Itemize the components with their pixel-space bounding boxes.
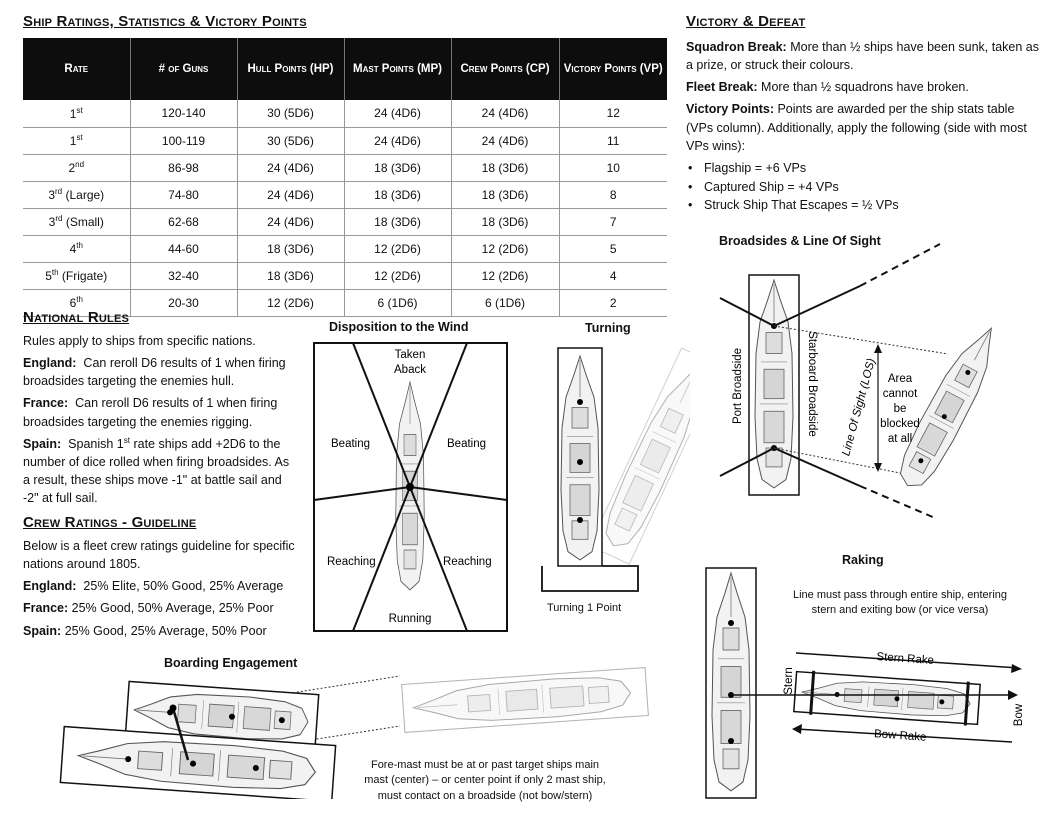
cell-rate: 4th — [23, 235, 130, 262]
bow-label: Bow — [1013, 703, 1025, 727]
wind-reaching-left: Reaching — [327, 556, 376, 568]
boarding-title: Boarding Engagement — [164, 656, 298, 670]
cell-hp: 30 (5D6) — [237, 127, 344, 154]
cell-guns: 74-80 — [130, 181, 237, 208]
cell-hp: 24 (4D6) — [237, 154, 344, 181]
turning-title: Turning — [585, 321, 631, 335]
cell-hp: 18 (3D6) — [237, 262, 344, 289]
cell-vp: 5 — [559, 235, 667, 262]
wind-taken-1: Taken — [394, 349, 426, 361]
cell-vp: 7 — [559, 208, 667, 235]
cell-guns: 86-98 — [130, 154, 237, 181]
turning-caption: Turning 1 Point — [547, 602, 622, 614]
col-cp: Crew Points (CP) — [451, 38, 559, 100]
wind-beating-right: Beating — [447, 438, 487, 450]
table-row — [23, 181, 667, 208]
raking-caption: Line must pass through entire ship, entering stern and exiting bow (or vice versa) — [792, 589, 1008, 617]
cell-hp: 18 (3D6) — [237, 235, 344, 262]
cell-hp: 24 (4D6) — [237, 181, 344, 208]
cell-guns: 20-30 — [130, 289, 237, 316]
area-5: at all — [887, 433, 913, 445]
rule-spain: Spain: Spanish 1st rate ships add +2D6 to the number of dice rolled when firing broadsides. As a result, these ships move -1" at battle sail and -2" at full sail. — [23, 435, 290, 506]
wind-center-dot — [406, 483, 414, 491]
ship-ratings-title: Ship Ratings, Statistics & Victory Points — [23, 13, 307, 30]
rule-england: England: Can reroll D6 results of 1 when firing broadsides targeting the enemies hull. — [23, 356, 286, 389]
col-guns: # of Guns — [130, 38, 237, 100]
vp-bullets — [688, 159, 1041, 215]
fleet-break: Fleet Break: More than ½ squadrons have broken. — [686, 80, 969, 95]
cell-cp: 12 (2D6) — [451, 235, 559, 262]
crew-ratings-body — [23, 537, 303, 644]
cell-rate: 5th (Frigate) — [23, 262, 130, 289]
vp-bullet-flagship: • Flagship = +6 VPs — [688, 159, 1041, 178]
cell-guns: 120-140 — [130, 100, 237, 127]
port-broadside-label: Port Broadside — [732, 347, 744, 425]
stern-rake-label: Stern Rake — [876, 651, 935, 667]
cell-rate: 6th — [23, 289, 130, 316]
crew-intro: Below is a fleet crew ratings guideline for specific nations around 1805. — [23, 539, 295, 572]
crew-spain: Spain: 25% Good, 25% Average, 50% Poor — [23, 623, 267, 638]
cell-mp: 18 (3D6) — [344, 154, 451, 181]
cell-vp: 10 — [559, 154, 667, 181]
national-rules-intro: Rules apply to ships from specific nations. — [23, 334, 256, 348]
vp-bullet-captured: • Captured Ship = +4 VPs — [688, 178, 1041, 197]
turning-diagram — [540, 342, 690, 597]
table-row — [23, 154, 667, 181]
table-row — [23, 100, 667, 127]
cell-mp: 12 (2D6) — [344, 262, 451, 289]
crew-france: France: 25% Good, 50% Average, 25% Poor — [23, 601, 274, 616]
raking-title: Raking — [842, 553, 884, 567]
cell-rate: 1st — [23, 100, 130, 127]
wind-running: Running — [388, 613, 432, 625]
broadsides-diagram — [700, 236, 1045, 520]
national-rules-title: National Rules — [23, 309, 130, 326]
victory-title: Victory & Defeat — [686, 13, 806, 30]
cell-guns: 62-68 — [130, 208, 237, 235]
cell-cp: 12 (2D6) — [451, 262, 559, 289]
cell-mp: 18 (3D6) — [344, 208, 451, 235]
starboard-broadside-label: Starboard Broadside — [806, 331, 818, 437]
cell-guns: 32-40 — [130, 262, 237, 289]
col-rate: Rate — [23, 38, 130, 100]
wind-beating-left: Beating — [331, 438, 371, 450]
national-rules-body — [23, 332, 298, 511]
cell-rate: 1st — [23, 127, 130, 154]
cell-cp: 24 (4D6) — [451, 100, 559, 127]
area-4: blocked — [880, 418, 920, 430]
cell-mp: 24 (4D6) — [344, 127, 451, 154]
cell-mp: 18 (3D6) — [344, 181, 451, 208]
cell-vp: 2 — [559, 289, 667, 316]
cell-mp: 6 (1D6) — [344, 289, 451, 316]
area-3: be — [893, 403, 907, 415]
area-1: Area — [887, 373, 913, 385]
table-row — [23, 208, 667, 235]
bow-rake-label: Bow Rake — [873, 728, 927, 744]
broadsides-title: Broadsides & Line Of Sight — [719, 234, 881, 248]
ship-stats-table — [23, 38, 667, 317]
cell-cp: 18 (3D6) — [451, 208, 559, 235]
cell-cp: 18 (3D6) — [451, 154, 559, 181]
turning-template — [542, 566, 638, 591]
raking-diagram — [700, 565, 1045, 810]
area-2: cannot — [882, 388, 918, 400]
table-row — [23, 262, 667, 289]
wind-title: Disposition to the Wind — [329, 320, 469, 334]
cell-rate: 2nd — [23, 154, 130, 181]
cell-vp: 4 — [559, 262, 667, 289]
cell-guns: 100-119 — [130, 127, 237, 154]
victory-points: Victory Points: Points are awarded per the ship stats table (VPs column). Additionally, apply the following (side with most VPs wins): — [686, 102, 1027, 153]
col-hp: Hull Points (HP) — [237, 38, 344, 100]
col-mp: Mast Points (MP) — [344, 38, 451, 100]
stern-label: Stern — [783, 667, 795, 695]
wind-taken-2: Aback — [394, 364, 426, 376]
squadron-break: Squadron Break: More than ½ ships have been sunk, taken as a prize, or struck their colours. — [686, 40, 1039, 73]
los-label: Line Of Sight (LOS) — [840, 357, 878, 458]
cell-mp: 12 (2D6) — [344, 235, 451, 262]
cell-cp: 18 (3D6) — [451, 181, 559, 208]
crew-ratings-title: Crew Ratings - Guideline — [23, 514, 197, 531]
cell-rate: 3rd (Small) — [23, 208, 130, 235]
cell-hp: 30 (5D6) — [237, 100, 344, 127]
table-header-row — [23, 38, 667, 100]
cell-hp: 24 (4D6) — [237, 208, 344, 235]
wind-reaching-right: Reaching — [443, 556, 492, 568]
wind-diagram — [313, 342, 508, 632]
col-vp: Victory Points (VP) — [559, 38, 667, 100]
boarding-caption: Fore-mast must be at or past target ships main mast (center) – or center point if only 2 mast ship, must contact on a broadside (not bow/stern) — [364, 759, 606, 802]
cell-cp: 6 (1D6) — [451, 289, 559, 316]
cell-hp: 12 (2D6) — [237, 289, 344, 316]
table-row — [23, 127, 667, 154]
cell-mp: 24 (4D6) — [344, 100, 451, 127]
cell-vp: 11 — [559, 127, 667, 154]
cell-vp: 12 — [559, 100, 667, 127]
victory-body — [686, 38, 1041, 215]
vp-bullet-struck: • Struck Ship That Escapes = ½ VPs — [688, 196, 1041, 215]
crew-england: England: 25% Elite, 50% Good, 25% Average — [23, 579, 284, 594]
table-row — [23, 235, 667, 262]
cell-rate: 3rd (Large) — [23, 181, 130, 208]
cell-guns: 44-60 — [130, 235, 237, 262]
cell-vp: 8 — [559, 181, 667, 208]
cell-cp: 24 (4D6) — [451, 127, 559, 154]
rule-france: France: Can reroll D6 results of 1 when firing broadsides targeting the enemies rigging. — [23, 396, 278, 429]
